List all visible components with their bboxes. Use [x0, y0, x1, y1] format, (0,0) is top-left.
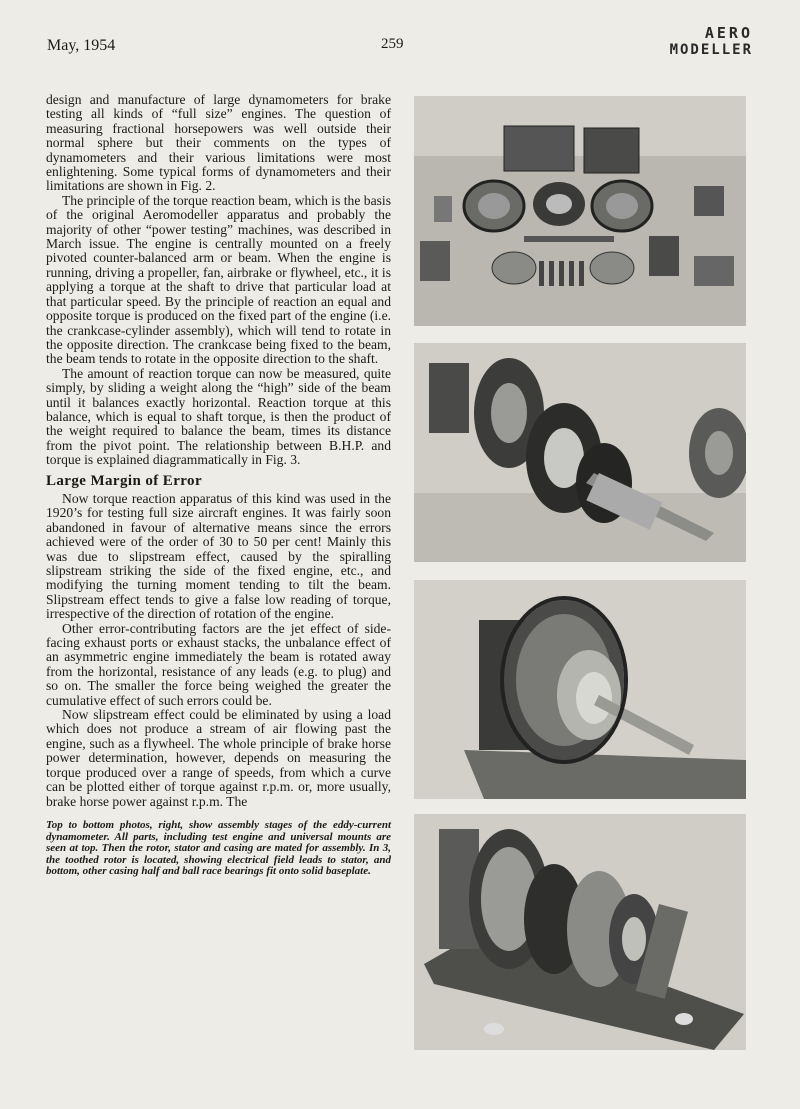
photo-baseplate-assembly [414, 814, 746, 1050]
logo-line-1: AERO [704, 24, 753, 42]
photo-parts-layout [414, 96, 746, 326]
photo-toothed-rotor [414, 580, 746, 799]
section-subheading: Large Margin of Error [46, 472, 202, 489]
magazine-logo [645, 25, 753, 63]
article-column [46, 93, 391, 878]
article-paragraph: Now slipstream effect could be eliminated by using a load which does not produce a stream of air flowing past the engine, such as a flywheel. The whole principle of brake horse power determination, however, depends on measuring the torque produced over a range of speeds, from which a curve can be plotted either of torque against r.p.m. or, more usually, brake horse power against r.p.m. The [46, 707, 391, 809]
logo-line-2: MODELLER [669, 42, 753, 58]
page-number: 259 [381, 36, 404, 52]
article-paragraph: Now torque reaction apparatus of this kind was used in the 1920’s for testing full size aircraft engines. It was fairly soon abandoned in favour of alternative means since the errors achieved were of the order of 30 to 50 per cent! Mainly this was due to slipstream effect, caused by the spiralling slipstream striking the side of the fixed engine, etc., and modifying the turning moment tending to tilt the beam. Slipstream effect tends to give a false low reading of torque, irrespective of the direction of rotation of the engine. [46, 490, 391, 622]
article-paragraph: design and manufacture of large dynamometers for brake testing all kinds of “full size” engines. The question of measuring fractional horsepowers was well outside their normal sphere but their comments on the types of dynamometers and their various limitations were most enlightening. Some typical forms of dynamometers and their limitations are shown in Fig. 2. [46, 92, 391, 194]
article-paragraph: Other error-contributing factors are the jet effect of side-facing exhaust ports or exhaust stacks, the unbalance effect of an asymmetric engine immediately the beam is rotated away from the horizontal, resistance of any leads (e.g. to plug) and so on. The smaller the force being weighed the greater the cumulative effect of such errors could be. [46, 620, 391, 708]
article-paragraph: The amount of reaction torque can now be measured, quite simply, by sliding a weight along the “high” side of the beam until it balances exactly horizontal. Reaction torque at this balance, which is equal to shaft torque, is then the product of the weight required to balance the beam, times its distance from the pivot point. The relationship between B.H.P. and torque is explained diagrammatically in Fig. 3. [46, 365, 391, 468]
issue-date: May, 1954 [47, 37, 116, 54]
photo-caption: Top to bottom photos, right, show assembly stages of the eddy-current dynamometer. All parts, including test engine and universal mounts are seen at top. Then the rotor, stator and casing are mated for assembly. In 3, the toothed rotor is located, showing electrical field leads to stator, and bottom, other casing half and ball race bearings fit onto solid baseplate. [46, 818, 391, 878]
article-paragraph: The principle of the torque reaction beam, which is the basis of the original Aeromodeller apparatus and probably the majority of other “power testing” machines, was described in March issue. The engine is centrally mounted on a freely pivoted counter-balanced arm or beam. When the engine is running, driving a propeller, fan, airbrake or flywheel, etc., it is applying a torque at the shaft to drive that particular load at that particular speed. By the principle of reaction an equal and opposite torque is produced on the fixed part of the engine (i.e. the crankcase-cylinder assembly), which will tend to rotate in the opposite direction. The crankcase being fixed to the beam, the beam tends to rotate in the opposite direction to the shaft. [46, 192, 391, 367]
photo-rotor-stator-assembly [414, 343, 746, 562]
